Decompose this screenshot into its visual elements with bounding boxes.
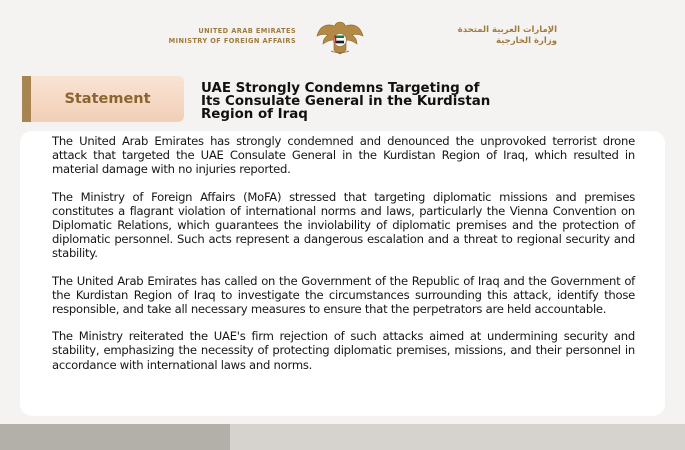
ministry-arabic-name xyxy=(382,25,557,47)
statement-badge xyxy=(22,76,184,122)
badge-pill xyxy=(31,76,184,122)
english-name-line2: MINISTRY OF FOREIGN AFFAIRS xyxy=(168,37,296,45)
badge-accent-bar xyxy=(22,76,31,122)
paragraph-4: The Ministry reiterated the UAE's firm rejection of such attacks aimed at undermining security and stability, emphasizing the necessity of protecting diplomatic premises, missions, and their personnel in accordance with international laws and norms. xyxy=(52,329,635,372)
title-line-2: Its Consulate General in the Kurdistan xyxy=(201,94,491,109)
statement-title xyxy=(201,82,646,121)
ministry-english-name xyxy=(169,26,296,46)
uae-falcon-emblem-icon xyxy=(315,20,365,56)
arabic-name-line1: الإمارات العربية المتحدة xyxy=(457,25,557,35)
title-line-3: Region of Iraq xyxy=(201,107,308,122)
footer-accent xyxy=(0,424,230,450)
paragraph-3: The United Arab Emirates has called on the Government of the Republic of Iraq and the Government of the Kurdistan Region of Iraq to investigate the circumstances surrounding this attack, identify those responsible, and take all necessary measures to ensure that the perpetrators are held accountable. xyxy=(52,273,635,317)
arabic-name-line2: وزارة الخارجية xyxy=(495,36,557,46)
statement-body xyxy=(52,134,635,385)
title-line-1: UAE Strongly Condemns Targeting of xyxy=(201,81,480,96)
badge-label: Statement xyxy=(64,91,151,107)
document-header xyxy=(0,0,685,68)
english-name-line1: UNITED ARAB EMIRATES xyxy=(198,27,296,35)
paragraph-1: The United Arab Emirates has strongly condemned and denounced the unprovoked terrorist drone attack that targeted the UAE Consulate General in the Kurdistan Region of Iraq, which resulted in material damage with no injuries reported. xyxy=(52,134,635,177)
paragraph-2: The Ministry of Foreign Affairs (MoFA) stressed that targeting diplomatic missions and premises constitutes a flagrant violation of international norms and laws, particularly the Vienna Convention on Diplomatic Relations, which guarantees the inviolability of diplomatic premises and the protection of diplomatic personnel. Such acts represent a dangerous escalation and a threat to regional security and stability. xyxy=(52,189,635,261)
